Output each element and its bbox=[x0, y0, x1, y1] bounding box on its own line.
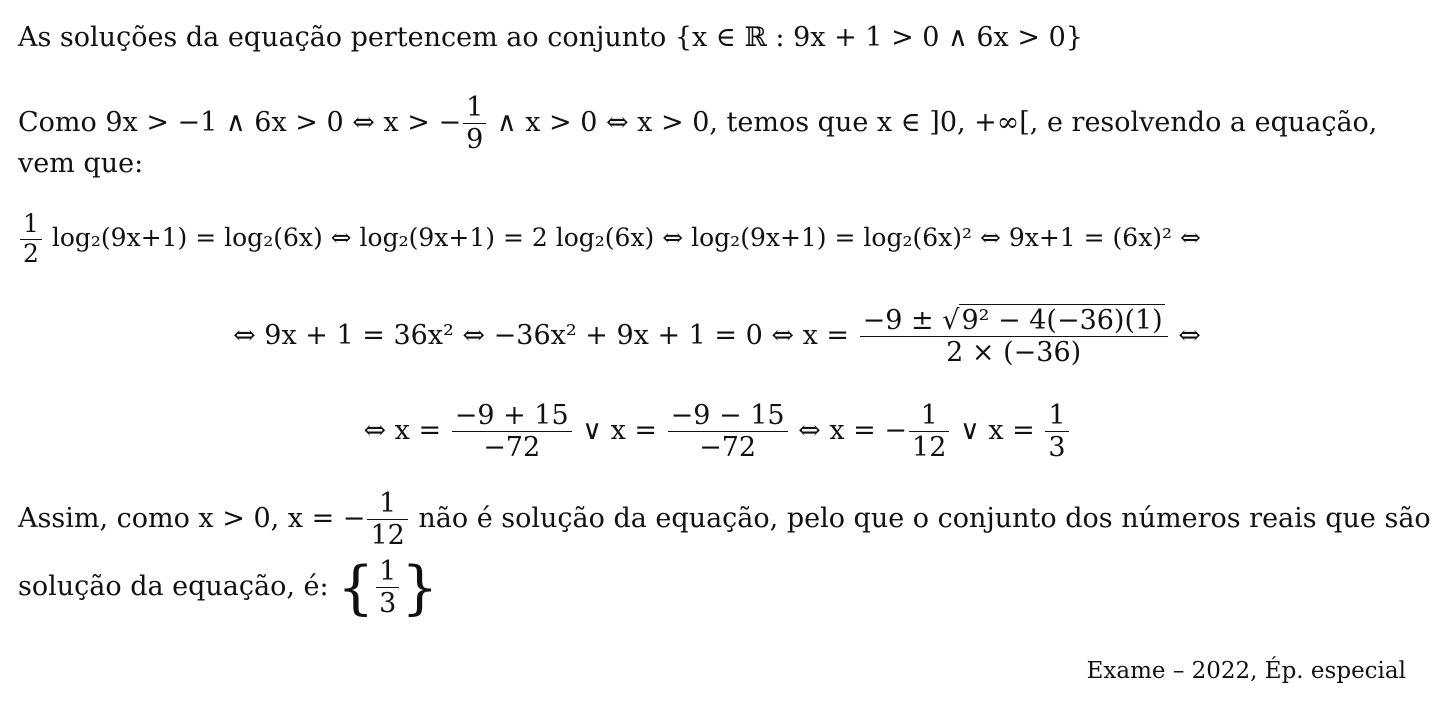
equation-1-rest: log₂(9x+1) = log₂(6x) ⇔ log₂(9x+1) = 2 log₂(6x) ⇔ log₂(9x+1) = log₂(6x)² ⇔ 9x+1 = (6x)² ⇔ bbox=[51, 222, 1201, 252]
radicand: 9² − 4(−36)(1) bbox=[961, 305, 1163, 336]
or-x-equals-2: ∨ x = bbox=[959, 415, 1035, 447]
fraction-numerator: 1 bbox=[20, 210, 42, 240]
fraction-denominator: −72 bbox=[483, 432, 541, 464]
close-brace: } bbox=[401, 553, 439, 622]
fraction-half bbox=[20, 210, 42, 269]
fraction-numerator: 1 bbox=[367, 488, 407, 520]
condition-line-2 bbox=[18, 148, 143, 179]
intro-line bbox=[18, 22, 1083, 53]
condition-start: Como 9x > −1 ∧ 6x > 0 ⇔ x > − bbox=[18, 107, 462, 139]
or-x-equals: ∨ x = bbox=[582, 415, 658, 447]
fraction-numerator bbox=[860, 305, 1168, 337]
exam-citation: Exame – 2022, Ép. especial bbox=[1086, 658, 1406, 684]
fraction-one-third bbox=[1045, 400, 1068, 463]
fraction-solution-1 bbox=[452, 400, 572, 463]
fraction-denominator: 3 bbox=[379, 588, 397, 620]
equiv-x-minus: ⇔ x = − bbox=[798, 415, 908, 447]
fraction-numerator: −9 − 15 bbox=[668, 400, 788, 432]
fraction-denominator: −72 bbox=[699, 432, 757, 464]
equation-2-end: ⇔ bbox=[1178, 320, 1201, 352]
conclusion-end: não é solução da equação, pelo que o conjunto dos números reais que são bbox=[418, 503, 1431, 535]
equation-line-3 bbox=[0, 400, 1434, 463]
conclusion-line bbox=[18, 488, 1431, 551]
fraction-one-ninth bbox=[463, 92, 486, 155]
solution-set-line bbox=[18, 553, 439, 622]
fraction-one-twelfth bbox=[909, 400, 949, 463]
solution-fraction bbox=[376, 556, 399, 619]
open-brace: { bbox=[337, 553, 375, 622]
intro-text: As soluções da equação pertencem ao conjunto bbox=[18, 22, 667, 53]
equation-line-2 bbox=[0, 305, 1434, 368]
minus-nine-plus-minus: −9 ± bbox=[862, 305, 934, 336]
fraction-denominator: 3 bbox=[1048, 432, 1066, 464]
fraction-denominator: 2 × (−36) bbox=[946, 337, 1082, 369]
equation-2-start: ⇔ 9x + 1 = 36x² ⇔ −36x² + 9x + 1 = 0 ⇔ x = bbox=[233, 320, 850, 352]
fraction-solution-2 bbox=[668, 400, 788, 463]
conclusion-start: Assim, como x > 0, x = − bbox=[18, 503, 366, 535]
fraction-numerator: 1 bbox=[909, 400, 949, 432]
fraction-denominator: 2 bbox=[23, 238, 39, 268]
fraction-rejected bbox=[367, 488, 407, 551]
equation-line-1 bbox=[18, 210, 1201, 269]
fraction-numerator: 1 bbox=[463, 92, 486, 124]
domain-set: {x ∈ ℝ : 9x + 1 > 0 ∧ 6x > 0} bbox=[674, 22, 1083, 53]
square-root: √9² − 4(−36)(1) bbox=[942, 305, 1163, 336]
fraction-denominator: 12 bbox=[370, 520, 405, 552]
vem-que-text: vem que: bbox=[18, 148, 144, 179]
condition-line bbox=[18, 92, 1377, 155]
condition-end: ∧ x > 0 ⇔ x > 0, temos que x ∈ ]0, +∞[, e resolvendo a equação, bbox=[496, 107, 1378, 139]
fraction-denominator: 12 bbox=[912, 432, 947, 464]
solution-set-text: solução da equação, é: bbox=[18, 571, 329, 603]
fraction-denominator: 9 bbox=[466, 124, 484, 156]
equation-3-start: ⇔ x = bbox=[363, 415, 442, 447]
fraction-numerator: 1 bbox=[1045, 400, 1068, 432]
fraction-numerator: −9 + 15 bbox=[452, 400, 572, 432]
fraction-numerator: 1 bbox=[376, 556, 399, 588]
quadratic-formula-fraction bbox=[860, 305, 1168, 368]
